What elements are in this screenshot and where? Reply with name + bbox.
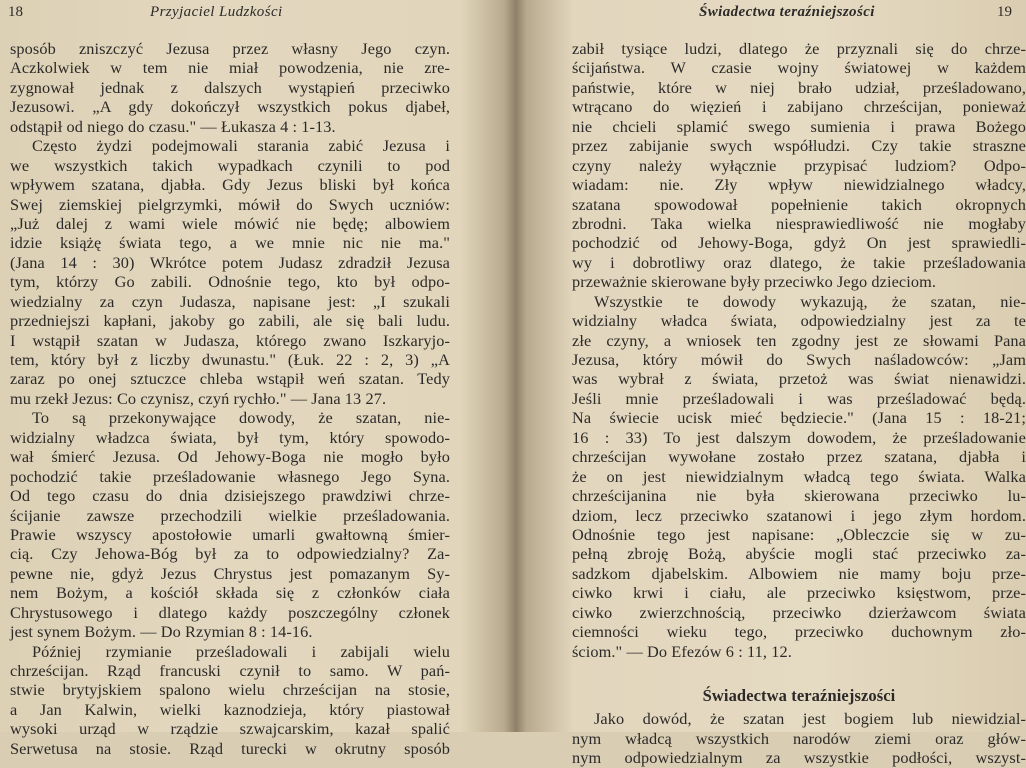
- text-line: Jezusowi. „A gdy dokończył wszystkich pokus djabeł,: [10, 97, 450, 117]
- text-line: Odnośnie tego jest napisane: „Obleczcie się w zu-: [572, 524, 1026, 544]
- text-line: sposób zniszczyć Jezusa przez własny Jego czyn.: [10, 39, 450, 58]
- text-line: Jako dowód, że szatan jest bogiem lub niewidzial-: [594, 709, 1026, 729]
- text-line: przedniejszi kapłani, jakoby go zabili, ale się bali ludu.: [10, 311, 450, 331]
- text-line: pełną zbroję Bożą, abyście mogli stać przeciwko za-: [572, 544, 1026, 564]
- text-line: tem, który był z liczby dwunastu." (Łuk. 22 : 2, 3) „A: [10, 350, 450, 369]
- text-line: Jezusa, który mówił do Swych naśladowców: „Jam: [572, 350, 1026, 369]
- text-line: że on jest niewidzialnym władcą tego świata. Walka: [572, 466, 1026, 486]
- text-line: wtrącano do więzień i zabijano chrześcijan, ponieważ: [572, 97, 1026, 117]
- text-line: tym, którzy Go zabili. Odnośnie tego, kto był odpo-: [10, 272, 450, 292]
- running-head: Przyjaciel Ludzkości: [150, 4, 283, 20]
- text-line: odstąpił od niego do czasu." — Łukasza 4 : 1-13.: [10, 116, 336, 136]
- text-line: czyny należy wyłącznie przypisać ludziom? Odpo-: [572, 155, 1026, 175]
- text-line: zygnował jednak z dalszych wystąpień przeciwko: [10, 77, 450, 97]
- text-line: zaraz po onej sztuczce chleba wstąpił weń szatan. Tedy: [10, 369, 450, 389]
- text-line: Aczkolwiek w tem nie miał powodzenia, nie zre-: [10, 58, 450, 78]
- text-line: pewne nie, gdyż Jezus Chrystus jest pomazanym Sy-: [10, 563, 450, 583]
- text-line: widzialny władca świata, odpowiedzialny jest za te: [572, 311, 1026, 331]
- text-line: państwie, które w niej brało udział, prześladowano,: [572, 77, 1026, 97]
- text-line: we wszystkich takich wypadkach czynili to pod: [10, 155, 450, 175]
- text-line: was wybrał z świata, przetoż was świat nienawidzi.: [572, 369, 1026, 389]
- text-line: Prawie wszyscy apostołowie umarli gwałtowną śmier-: [10, 524, 450, 544]
- text-line: ściom." — Do Efezów 6 : 11, 12.: [572, 641, 792, 661]
- page-number: 18: [8, 4, 23, 20]
- body-text: [10, 39, 450, 758]
- running-head: Świadectwa teraźniejszości: [699, 4, 875, 20]
- text-line: a Jan Kalwin, wielki kaznodzieja, który piastował: [10, 699, 450, 719]
- text-line: wiedzialny za czyn Judasza, napisane jest: „I szukali: [10, 291, 450, 311]
- text-line: widzialny władzca świata, był tym, który spowodo-: [10, 427, 450, 447]
- text-line: dziom, lecz przeciwko szatanowi i jego złym hordom.: [572, 505, 1026, 525]
- text-line: wiadam: nie. Zły wpływ niewidzialnego władcy,: [572, 175, 1026, 195]
- text-line: chrześcijan wywołane zostało przez szatana, djabła i: [572, 447, 1026, 467]
- right-page: [512, 0, 1026, 768]
- text-line: mu rzekł Jezus: Co czynisz, czyń rychło." — Jana 13 27.: [10, 388, 387, 408]
- text-line: Później rzymianie prześladowali i zabijali wielu: [32, 641, 450, 661]
- text-line: stwie brytyjskiem spalono wielu chrześcijan na stosie,: [10, 680, 450, 700]
- text-line: To są przekonywające dowody, że szatan, nie-: [32, 408, 450, 428]
- text-line: nym odpowiedzialnym za wszystkie podłości, wszyst-: [572, 748, 1026, 768]
- text-line: ciwko krwi i ciału, ale przeciwko księstwom, prze-: [572, 583, 1026, 603]
- text-line: zabił tysiące ludzi, dlatego że przyznali się do chrze-: [572, 39, 1026, 58]
- text-line: I wstąpił szatan w Judasza, którego zwano Iszkaryjo-: [10, 330, 450, 350]
- text-line: Często żydzi podejmowali starania zabić Jezusa i: [32, 136, 450, 156]
- text-line: wpływem szatana, djabła. Gdy Jezus bliski był końca: [10, 175, 450, 195]
- text-line: Serwetusa na stosie. Rząd turecki w okrutny sposób: [10, 738, 450, 758]
- text-line: wy i dobrotliwy oraz dlatego, że takie prześladowania: [572, 252, 1026, 272]
- text-line: Swej ziemskiej pielgrzymki, mówił do Swych uczniów:: [10, 194, 450, 214]
- text-line: jest synem Bożym. — Do Rzymian 8 : 14-16.: [10, 622, 313, 642]
- text-line: Na świecie ucisk mieć będziecie." (Jana 15 : 18-21;: [572, 408, 1026, 428]
- body-text: [572, 39, 1026, 768]
- text-line: wał śmierć Jezusa. Od Jehowy-Boga nie mogło było: [10, 447, 450, 467]
- text-line: sadzkom djabelskim. Albowiem nie mamy boju prze-: [572, 563, 1026, 583]
- text-line: wysoki urząd w rządzie szwajcarskim, kazał spalić: [10, 719, 450, 739]
- section-heading: Świadectwa teraźniejszości: [702, 686, 896, 705]
- text-line: przez zabijanie swych współludzi. Czy takie straszne: [572, 136, 1026, 156]
- text-line: Wszystkie te dowody wykazują, że szatan, nie-: [594, 291, 1026, 311]
- text-line: ścijaństwa. W czasie wojny światowej w każdem: [572, 58, 1026, 78]
- text-line: zbrodni. Taka wielka niesprawiedliwość nie mogłaby: [572, 213, 1026, 233]
- text-line: nie chcieli splamić swego sumienia i prawa Bożego: [572, 116, 1026, 136]
- text-line: pochodzić od Jehowy-Boga, gdyż On jest sprawiedli-: [572, 233, 1026, 253]
- text-line: idzie książę świata tego, a we mnie nic nie ma.": [10, 233, 450, 253]
- left-page: [0, 0, 512, 758]
- text-line: Chrystusowego i dlatego każdy poszczególny członek: [10, 602, 450, 622]
- text-line: nem Bożym, a kościół składa się z członków ciała: [10, 583, 450, 603]
- page-number: 19: [997, 4, 1012, 20]
- text-line: Od tego czasu do dnia dzisiejszego prawdziwi chrze-: [10, 486, 450, 506]
- text-line: chrześcijanina nie była skierowana przeciwko lu-: [572, 486, 1026, 506]
- text-block: [572, 709, 1026, 767]
- text-line: 16 : 33) To jest dalszym dowodem, że prześladowanie: [572, 427, 1026, 447]
- text-line: ścijanie zawsze przechodzili wielkie prześladowania.: [10, 505, 450, 525]
- text-line: złe czyny, a wniosek ten zgodny jest ze słowami Pana: [572, 330, 1026, 350]
- text-line: „Już dalej z wami wiele mówić nie będę; albowiem: [10, 213, 450, 233]
- text-line: nym władcą wszystkich narodów ziemi oraz głów-: [572, 728, 1026, 748]
- text-line: (Jana 14 : 30) Wkrótce potem Judasz zdradził Jezusa: [10, 252, 450, 272]
- text-line: cią. Czy Jehowa-Bóg był za to odpowiedzialny? Za-: [10, 544, 450, 564]
- text-line: przeważnie skierowane były przeciwko Jego dzieciom.: [572, 272, 937, 292]
- text-line: szatana spowodował popełnienie takich okropnych: [572, 194, 1026, 214]
- text-line: chrześcijan. Rząd francuski czynił to samo. W pań-: [10, 661, 450, 680]
- text-line: pochodzić takie prześladowanie własnego Jego Syna.: [10, 466, 450, 486]
- text-block: [572, 39, 1026, 661]
- text-line: Jeśli mnie prześladowali i was prześladować będą.: [572, 388, 1026, 408]
- text-line: ciemności wieku tego, przeciwko duchownym zło-: [572, 622, 1026, 642]
- text-line: ciwko zwierzchnością, przeciwko dzierżawcom świata: [572, 602, 1026, 622]
